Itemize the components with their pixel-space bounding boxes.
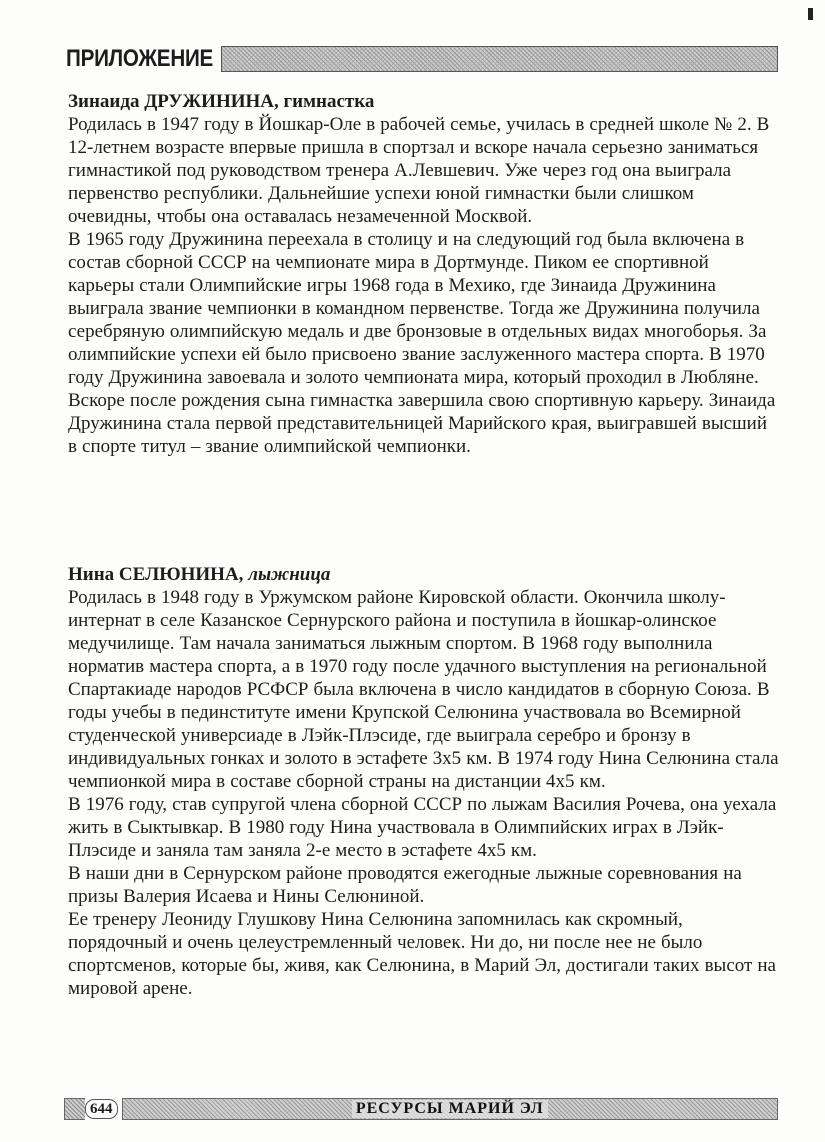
footer-hatch-left xyxy=(64,1098,85,1120)
section-title: ПРИЛОЖЕНИЕ xyxy=(66,45,214,72)
person-role: гимнастка xyxy=(283,91,375,112)
person-role: лыжница xyxy=(248,564,331,585)
article-heading xyxy=(68,90,780,113)
article-selyunina xyxy=(68,563,780,1000)
person-name: Зинаида ДРУЖИНИНА, xyxy=(68,91,279,112)
person-name: Нина СЕЛЮНИНА, xyxy=(68,564,244,585)
page-number-box xyxy=(64,1098,118,1120)
section-header xyxy=(66,46,778,72)
article-paragraph: Вскоре после рождения сына гимнастка завершила свою спортивную карьеру. Зинаида Дружинина стала первой представительницей Марийского края, выигравшей высший в спорте титул – звание олимпийской чемпионки. xyxy=(68,390,776,457)
article-paragraph: В 1965 году Дружинина переехала в столицу и на следующий год была включена в состав сборной СССР на чемпионате мира в Дортмунде. Пиком ее спортивной карьеры стали Олимпийские игры 1968 года в Мехико, где Зинаида Дружинина выиграла звание чемпионки в командном первенстве. Тогда же Дружинина получила серебряную олимпийскую медаль и две бронзовые в отдельных видах многоборья. За олимпийские успехи ей было присвоено звание заслуженного мастера спорта. В 1970 году Дружинина завоевала и золото чемпионата мира, который проходил в Любляне. xyxy=(68,229,767,388)
page-footer xyxy=(64,1097,778,1121)
article-paragraph: Ее тренеру Леониду Глушкову Нина Селюнина запомнилась как скромный, порядочный и очень целеустремленный человек. Ни до, ни после нее не было спортсменов, которые бы, живя, как Селюнина, в Марий Эл, достигали таких высот на мировой арене. xyxy=(68,909,776,999)
header-hatch-band xyxy=(221,46,778,72)
article-paragraph: Родилась в 1948 году в Уржумском районе Кировской области. Окончила школу-интернат в селе Казанское Сернурского района и поступила в йошкар-олинское медучилище. Там начала заниматься лыжным спортом. В 1968 году выполнила норматив мастера спорта, а в 1970 году после удачного выступления на региональной Спартакиаде народов РСФСР была включена в число кандидатов в сборную Союза. В годы учебы в пединституте имени Крупской Селюнина участвовала во Всемирной студенческой универсиаде в Лэйк-Плэсиде, где выиграла серебро и бронзу в индивидуальных гонках и золото в эстафете 3х5 км. В 1974 году Нина Селюнина стала чемпионкой мира в составе сборной страны на дистанции 4х5 км. xyxy=(68,587,779,792)
scan-corner-mark xyxy=(808,8,813,20)
article-druzhinina xyxy=(68,90,780,458)
footer-title: РЕСУРСЫ МАРИЙ ЭЛ xyxy=(352,1100,548,1118)
article-paragraph: В 1976 году, став супругой члена сборной СССР по лыжам Василия Рочева, она уехала жить в Сыктывкар. В 1980 году Нина участвовала в Олимпийских играх в Лэйк-Плэсиде и заняла там заняла 2-е место в эстафете 4х5 км. xyxy=(68,794,777,861)
page-number: 644 xyxy=(85,1099,118,1119)
footer-band xyxy=(122,1098,779,1120)
article-paragraph: Родилась в 1947 году в Йошкар-Оле в рабочей семье, училась в средней школе № 2. В 12-летнем возрасте впервые пришла в спортзал и вскоре начала серьезно заниматься гимнастикой под руководством тренера А.Левшевич. Уже через год она выиграла первенство республики. Дальнейшие успехи юной гимнастки были слишком очевидны, чтобы она оставалась незамеченной Москвой. xyxy=(68,114,770,227)
article-paragraph: В наши дни в Сернурском районе проводятся ежегодные лыжные соревнования на призы Валерия Исаева и Нины Селюниной. xyxy=(68,863,742,907)
article-heading xyxy=(68,563,780,586)
